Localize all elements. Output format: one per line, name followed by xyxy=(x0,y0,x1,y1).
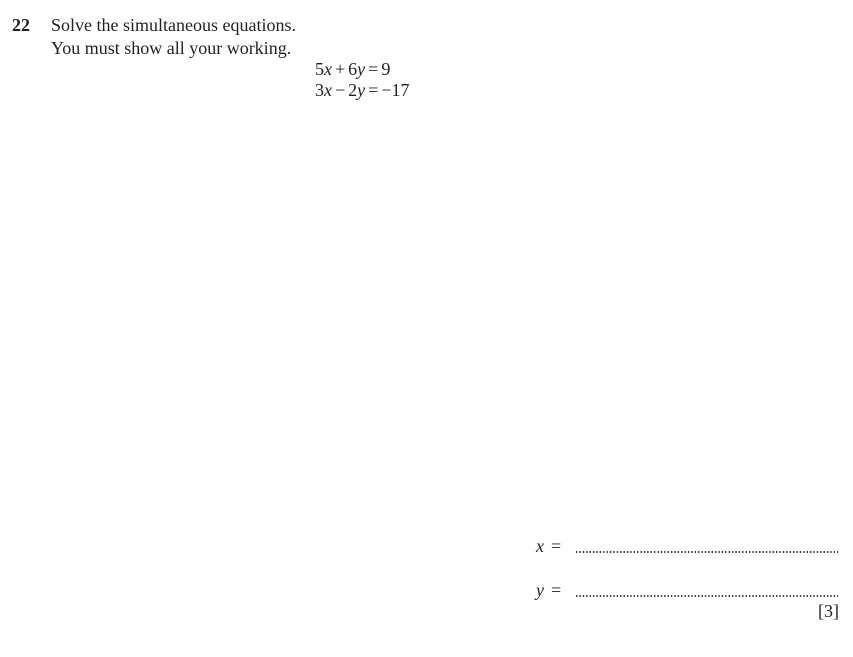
equation-2: 3x − 2y = −17 xyxy=(315,80,410,100)
answer-y-variable: y xyxy=(536,580,544,600)
answer-x-equals: = xyxy=(551,536,562,556)
answer-y-line[interactable] xyxy=(575,595,838,597)
marks-label: [3] xyxy=(818,601,839,621)
answer-y-row xyxy=(536,579,838,601)
answer-x-variable: x xyxy=(536,536,544,556)
answer-x-row xyxy=(536,535,838,557)
question-number: 22 xyxy=(12,15,30,35)
answer-x-line[interactable] xyxy=(575,551,838,553)
equation-block xyxy=(315,59,409,101)
working-note: You must show all your working. xyxy=(51,38,292,58)
equation-1: 5x + 6y = 9 xyxy=(315,59,391,79)
answer-y-equals: = xyxy=(551,580,562,600)
question-instruction: Solve the simultaneous equations. xyxy=(51,15,296,35)
